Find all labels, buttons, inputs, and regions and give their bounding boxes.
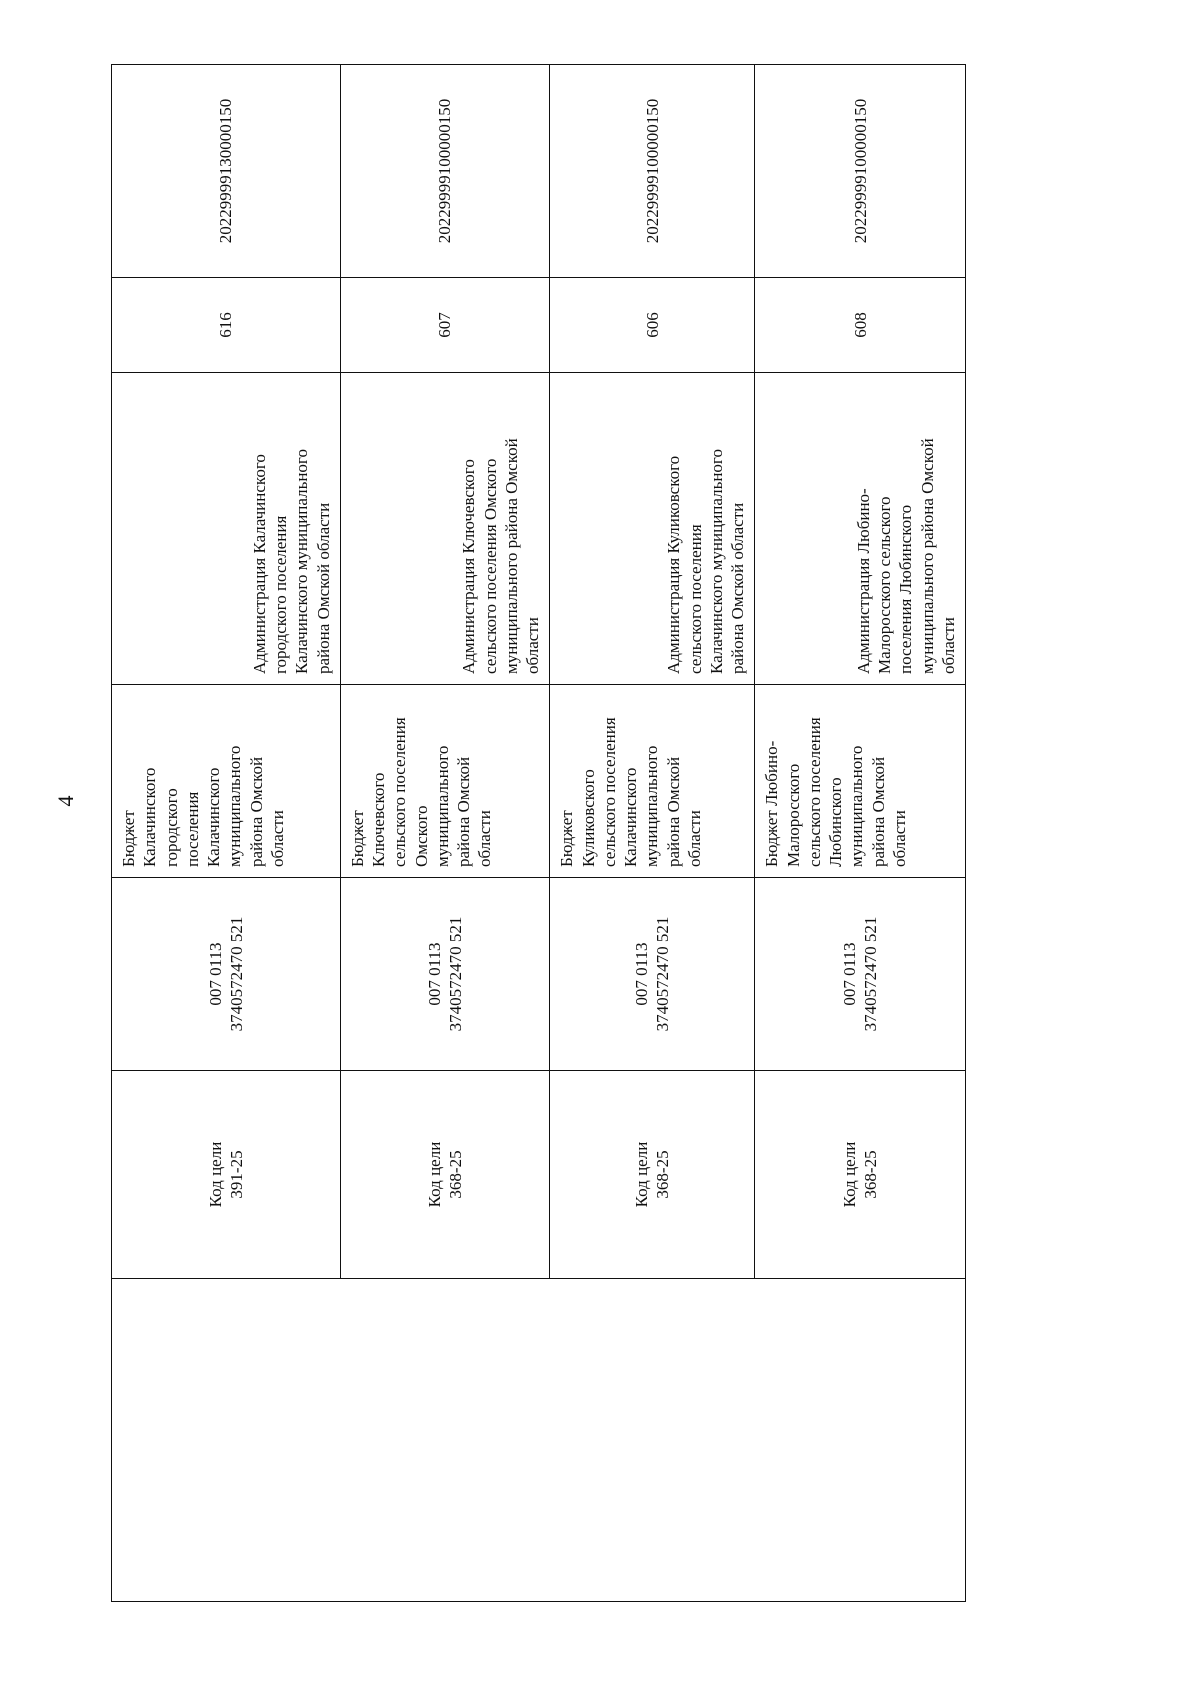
table-row: [112, 65, 341, 1602]
budget-name-cell-line: области: [475, 810, 495, 867]
budget-name-cell: [755, 685, 966, 878]
budget-name-cell-line: сельского поселения: [804, 717, 824, 867]
administrator-cell-line: области: [938, 617, 958, 674]
administrator-cell-line: Администрация Ключевского: [459, 459, 479, 674]
budget-name-cell: [550, 685, 755, 878]
kbk-cell: [112, 878, 341, 1071]
budget-name-cell-line: муниципального: [225, 745, 245, 867]
page-number: 4: [53, 795, 78, 807]
kbk-cell-line: 007 0113: [205, 942, 225, 1006]
kbk-cell-line: 007 0113: [839, 942, 859, 1006]
kbk-cell: [755, 878, 966, 1071]
kbk-cell: [340, 878, 549, 1071]
goal-code-cell: [112, 1071, 341, 1279]
goal-code-cell-line: 368-25: [861, 1150, 881, 1199]
budget-name-cell-line: муниципального: [847, 745, 867, 867]
administrator-cell: [755, 373, 966, 685]
budget-name-cell: [340, 685, 549, 878]
administrator-cell-line: муниципального района Омской: [917, 438, 937, 674]
kbk-cell: [550, 878, 755, 1071]
administrator-cell-line: Администрация Любино-: [853, 488, 873, 674]
budget-name-cell-line: области: [889, 810, 909, 867]
revenue-code-cell: 20229999130000150: [112, 65, 341, 278]
administrator-cell-line: Администрация Куликовского: [664, 455, 684, 674]
budget-name-cell-line: Ключевского: [369, 772, 389, 867]
budget-name-cell-line: муниципального: [642, 745, 662, 867]
kbk-cell-line: 007 0113: [424, 942, 444, 1006]
budget-name-cell-line: области: [684, 810, 704, 867]
administrator-cell-line: Малоросского сельского: [875, 496, 894, 674]
budget-name-cell-line: Калачинского: [621, 767, 641, 867]
kbk-cell-line: 3740572470 521: [653, 916, 673, 1032]
budget-name-cell-line: поселения: [182, 791, 202, 867]
administrator-cell: [550, 373, 755, 685]
budget-name-cell-line: Бюджет: [557, 810, 577, 867]
administrator-cell-line: области: [523, 617, 543, 674]
goal-code-cell: [755, 1071, 966, 1279]
goal-code-cell-line: Код цели: [424, 1141, 444, 1208]
budget-name-cell-line: Любинского: [826, 777, 846, 867]
budget-name-cell-line: Бюджет: [347, 810, 367, 867]
goal-code-cell-line: Код цели: [632, 1141, 652, 1208]
kbk-cell-line: 3740572470 521: [446, 916, 466, 1032]
admin-code-cell: 606: [550, 278, 755, 373]
budget-name-cell-line: района Омской: [454, 756, 474, 867]
administrator-cell-line: городского поселения: [271, 515, 291, 674]
administrator-cell-line: Администрация Калачинского: [249, 454, 269, 674]
kbk-cell-line: 007 0113: [632, 942, 652, 1006]
revenue-code-cell: 20229999100000150: [550, 65, 755, 278]
budget-name-cell-line: Малоросского: [783, 763, 803, 867]
administrator-cell-line: поселения Любинского: [896, 504, 916, 674]
goal-code-cell-line: 391-25: [226, 1150, 246, 1199]
budget-name-cell-line: Бюджет Любино-: [762, 740, 782, 867]
admin-code-cell: 608: [755, 278, 966, 373]
administrator-cell-line: Калачинского муниципального: [292, 449, 312, 674]
empty-cell: [112, 1279, 966, 1602]
budget-name-cell-line: муниципального: [432, 745, 452, 867]
admin-code-cell: 616: [112, 278, 341, 373]
budget-name-cell-line: района Омской: [868, 756, 888, 867]
budget-name-cell-line: сельского поселения: [390, 717, 410, 867]
budget-name-cell-line: района Омской: [663, 756, 683, 867]
administrator-cell: [340, 373, 549, 685]
budget-name-cell-line: Калачинского: [140, 767, 160, 867]
administrator-cell-line: сельского поселения Омского: [480, 458, 500, 674]
budget-name-cell-line: района Омской: [246, 756, 266, 867]
kbk-cell-line: 3740572470 521: [226, 916, 246, 1032]
administrator-cell: [112, 373, 341, 685]
goal-code-cell-line: 368-25: [446, 1150, 466, 1199]
revenue-code-cell: 20229999100000150: [755, 65, 966, 278]
admin-code-cell: 607: [340, 278, 549, 373]
goal-code-cell-line: Код цели: [205, 1141, 225, 1208]
budget-name-cell-line: сельского поселения: [599, 717, 619, 867]
goal-code-cell: [340, 1071, 549, 1279]
budget-table: [111, 64, 966, 1602]
budget-name-cell-line: Омского: [411, 805, 431, 867]
goal-code-cell-line: Код цели: [839, 1141, 859, 1208]
goal-code-cell: [550, 1071, 755, 1279]
administrator-cell-line: района Омской области: [313, 502, 333, 674]
document-table-rotated: [111, 65, 966, 1602]
budget-name-cell-line: Калачинского: [204, 767, 223, 867]
revenue-code-cell: 20229999100000150: [340, 65, 549, 278]
administrator-cell-line: Калачинского муниципального: [706, 449, 726, 674]
budget-name-cell: [112, 685, 341, 878]
administrator-cell-line: района Омской области: [728, 502, 748, 674]
goal-code-cell-line: 368-25: [653, 1150, 673, 1199]
budget-name-cell-line: Куликовского: [578, 769, 598, 867]
budget-name-cell-line: Бюджет: [119, 810, 138, 867]
kbk-cell-line: 3740572470 521: [861, 916, 881, 1032]
administrator-cell-line: сельского поселения: [685, 524, 705, 674]
administrator-cell-line: муниципального района Омской: [501, 438, 521, 674]
budget-name-cell-line: области: [267, 810, 287, 867]
budget-name-cell-line: городского: [161, 788, 181, 867]
